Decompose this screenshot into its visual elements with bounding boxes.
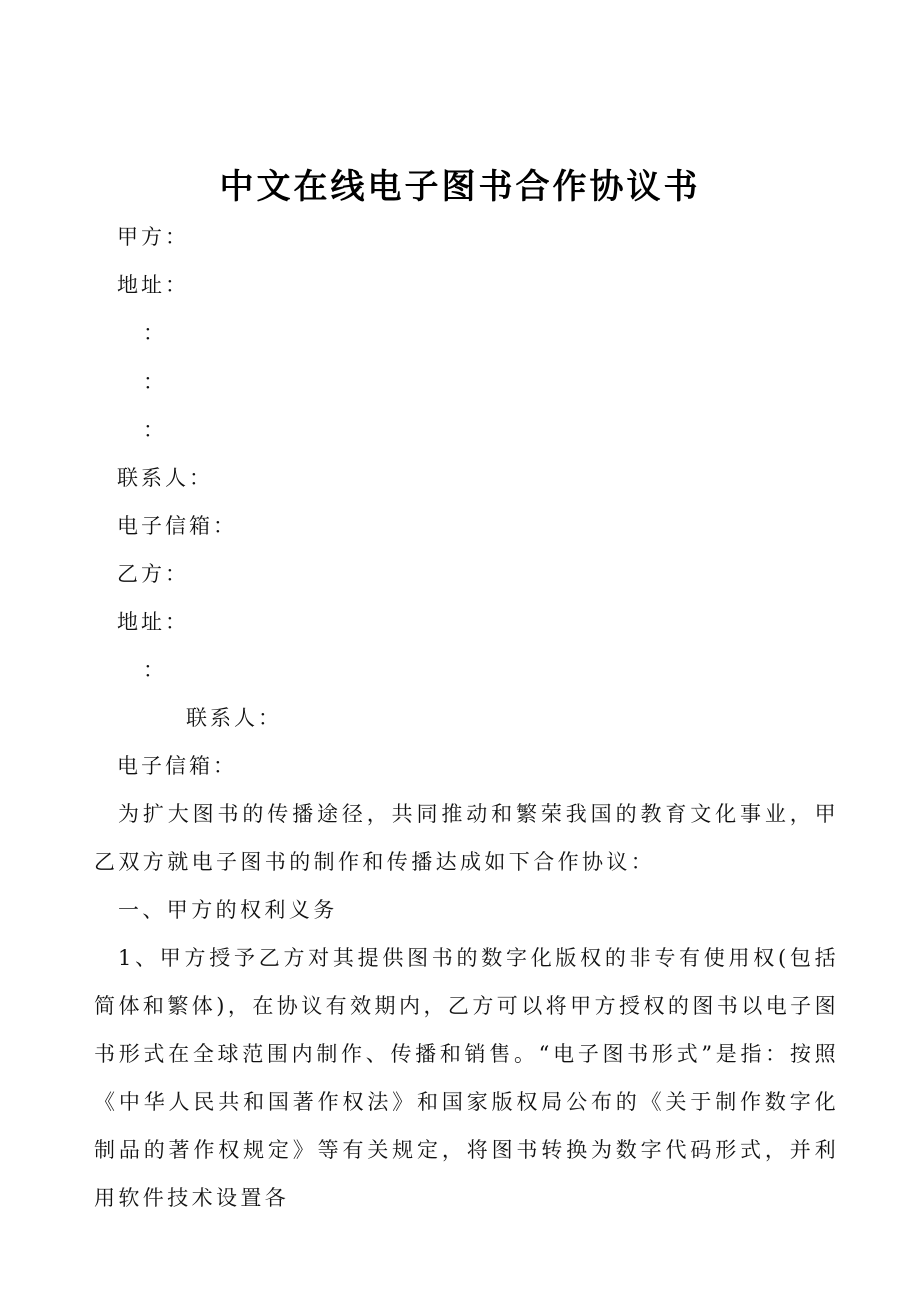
party-a-blank-field-2: ： [143, 370, 167, 394]
document-title: 中文在线电子图书合作协议书 [219, 167, 701, 207]
party-b-contact-label: 联系人： [186, 706, 282, 730]
party-a-blank-field-3: ： [143, 418, 167, 442]
party-a-contact-label: 联系人： [117, 466, 213, 490]
party-a-email-label: 电子信箱： [117, 514, 237, 538]
preamble-paragraph: 为扩大图书的传播途径，共同推动和繁荣我国的教育文化事业，甲乙双方就电子图书的制作和传播达成如下合作协议： [94, 802, 839, 874]
party-b-email-label: 电子信箱： [117, 754, 237, 778]
party-b-address-label: 地址： [117, 610, 189, 634]
party-a-address-label: 地址： [117, 273, 189, 297]
party-a-label: 甲方： [117, 225, 189, 249]
clause-1-paragraph: 1、甲方授予乙方对其提供图书的数字化版权的非专有使用权(包括简体和繁体)，在协议有效期内，乙方可以将甲方授权的图书以电子图书形式在全球范围内制作、传播和销售。“电子图书形式”是指：按照《中华人民共和国著作权法》和国家版权局公布的《关于制作数字化制品的著作权规定》等有关规定，将图书转换为数字代码形式，并利用软件技术设置各 [94, 946, 839, 1210]
section-1-heading: 一、甲方的权利义务 [118, 898, 338, 922]
party-b-blank-field-1: ： [143, 658, 167, 682]
party-b-label: 乙方： [117, 562, 189, 586]
party-a-blank-field-1: ： [143, 321, 167, 345]
